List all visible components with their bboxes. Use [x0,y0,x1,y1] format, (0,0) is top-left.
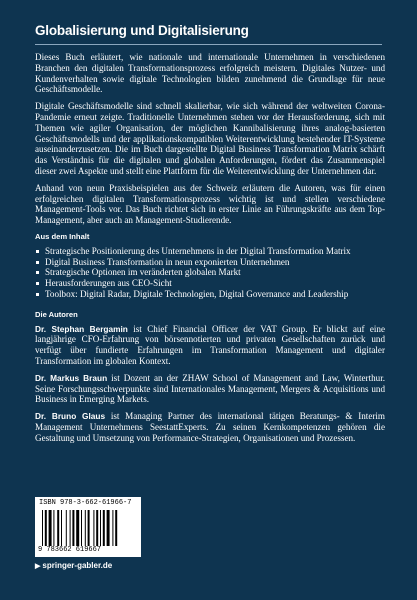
website-label: springer-gabler.de [42,561,113,570]
barcode-bar [100,510,101,546]
barcode-bar [115,510,117,546]
isbn-number: ISBN 978-3-662-61966-7 [39,499,132,507]
contents-item: Strategische Optionen im veränderten globalen Markt [35,267,385,278]
barcode-bar [81,510,82,546]
barcode-bar [61,510,62,546]
barcode-bar [49,510,52,546]
blurb-paragraph-1: Dieses Buch erläutert, wie nationale und internationale Unternehmen in verschiedenen Branchen den digitalen Transformationsprozess erfolgreich meistern. Digitales Nutzer- und Kundenverhalten sowie digitale Technologien bilden zunehmend die Grundlage für neue Geschäftsmodelle. [35,52,385,95]
barcode-bar [72,510,74,546]
arrow-right-icon: ▶ [35,562,41,570]
author-text: ist Dozent an der ZHAW School of Management and Law, Winterthur. Seine Forschungsschwerpunkte sind Internationales Management, Mergers & Acquisitions und Business in Emerging Markets. [35,372,385,405]
contents-item: Toolbox: Digital Radar, Digitale Technologien, Digital Governance and Leadership [35,289,385,300]
barcode-digits: 9 783662 619667 [38,546,102,554]
blurb-paragraph-2: Digitale Geschäftsmodelle sind schnell skalierbar, wie sich während der weltweiten Corona-Pandemie erneut zeigte. Traditionelle Unternehmen stehen vor der Herausforderung, sich mit Themen wie agiler Organisation, der möglichen Kannibalisierung ihres analog-basierten Geschäftsmodells und der applikationskompatiblen Weiterentwicklung bestehender IT-Systeme auseinanderzusetzen. Die im Buch dargestellte Digital Business Transformation Matrix schärft das Verständnis für die digitalen und globalen Anforderungen, fördert das Zusammenspiel dieser zwei Aspekte und stellt eine Plattform für die Weiterentwicklung der Unternehmen dar. [35,101,385,176]
author-bio [35,324,385,367]
cover-title: Globalisierung und Digitalisierung [35,23,249,38]
author-text: ist Chief Financial Officer der VAT Group. Er blickt auf eine langjährige CFO-Erfahrung von börsennotierten und privaten Gesellschaften zurück und verfügt über fundierte Erfahrungen im Transformation Management und digitaler Transformation im globalen Kontext. [35,323,385,366]
title-divider [35,44,382,45]
barcode-bar [76,510,79,546]
authors-heading: Die Autoren [35,309,78,319]
barcode-bar [42,510,43,546]
contents-heading: Aus dem Inhalt [35,231,90,241]
author-text: ist Managing Partner des international tätigen Beratungs- & Interim Management Unternehmens SeestattExperts. Zu seinen Kernkompetenzen gehören die Gestaltung und Umsetzung von Performance-Strategien, Organisationen und Prozessen. [35,411,385,443]
barcode-bar [93,510,94,546]
barcode-bar [53,510,54,546]
author-name: Dr. Stephan Bergamin [35,323,128,334]
author-name: Dr. Markus Braun [35,372,108,383]
author-bio [35,373,385,405]
barcode-bars [42,510,136,546]
contents-item: Herausforderungen aus CEO-Sicht [35,278,385,289]
barcode-bar [112,510,113,546]
blurb-paragraph-3: Anhand von neun Praxisbeispielen aus der Schweiz erläutern die Autoren, was für einen erfolgreichen digitalen Transformationsprozess wichtig ist und stellen verschiedene Management-Tools vor. Das Buch richtet sich in erster Linie an Führungskräfte aus dem Top-Management, aber auch an Management-Studierende. [35,182,385,226]
contents-item: Strategische Positionierung des Unternehmens in der Digital Transformation Matrix [35,246,385,257]
author-name: Dr. Bruno Glaus [35,411,106,422]
contents-item: Digital Business Transformation in neun exponierten Unternehmen [35,257,385,268]
blurb [35,52,385,450]
barcode-bar [66,510,67,546]
barcode-bar [96,510,98,546]
barcode-bar [88,510,90,546]
isbn-barcode [35,497,141,557]
barcode-bar [107,510,110,546]
barcode-bar [70,510,71,546]
contents-list [35,246,385,300]
barcode-bar [103,510,105,546]
publisher-website[interactable] [35,561,112,570]
author-bio [35,411,385,443]
barcode-bar [85,510,86,546]
barcode-bar [45,510,47,546]
barcode-bar [57,510,59,546]
